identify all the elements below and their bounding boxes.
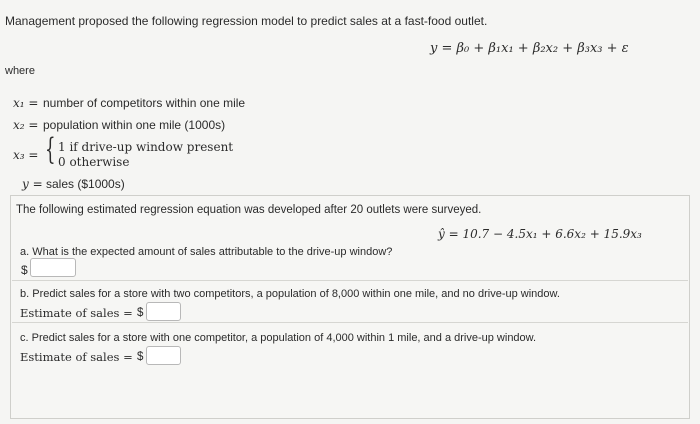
x3-case-otherwise: 0 otherwise (58, 155, 130, 169)
estimated-intro: The following estimated regression equation was developed after 20 outlets were surveyed. (16, 204, 482, 216)
question-c-dollar: $ (137, 351, 144, 363)
answer-b-input[interactable] (146, 302, 181, 321)
x1-symbol: x₁ = (13, 96, 39, 110)
cases-brace: { (45, 132, 56, 167)
estimated-equation: ŷ = 10.7 − 4.5x₁ + 6.6x₂ + 15.9x₃ (438, 227, 642, 241)
x2-definition: population within one mile (1000s) (43, 118, 226, 132)
question-b-label: Estimate of sales = (20, 306, 133, 320)
divider-a (12, 280, 688, 281)
question-a-text: a. What is the expected amount of sales attributable to the drive-up window? (20, 246, 393, 258)
question-b-dollar: $ (137, 307, 144, 319)
y-definition: sales ($1000s) (46, 177, 125, 191)
question-c-label: Estimate of sales = (20, 350, 133, 364)
y-symbol: y = (22, 177, 43, 191)
question-a-dollar: $ (21, 263, 28, 277)
answer-a-input[interactable] (30, 258, 76, 277)
where-label: where (5, 65, 35, 77)
answer-c-input[interactable] (146, 346, 181, 365)
x2-symbol: x₂ = (13, 118, 39, 132)
x3-symbol: x₃ = (13, 148, 39, 162)
question-c-text: c. Predict sales for a store with one competitor, a population of 4,000 within 1 mile, and a drive-up window. (20, 332, 537, 344)
question-b-text: b. Predict sales for a store with two competitors, a population of 8,000 within one mile, and no drive-up window. (20, 288, 560, 300)
intro-text: Management proposed the following regression model to predict sales at a fast-food outlet. (5, 14, 488, 28)
divider-b (12, 322, 688, 323)
x1-definition: number of competitors within one mile (43, 96, 246, 110)
x3-case-present: 1 if drive-up window present (58, 140, 234, 154)
model-equation: y = β₀ + β₁x₁ + β₂x₂ + β₃x₃ + ε (430, 41, 629, 56)
